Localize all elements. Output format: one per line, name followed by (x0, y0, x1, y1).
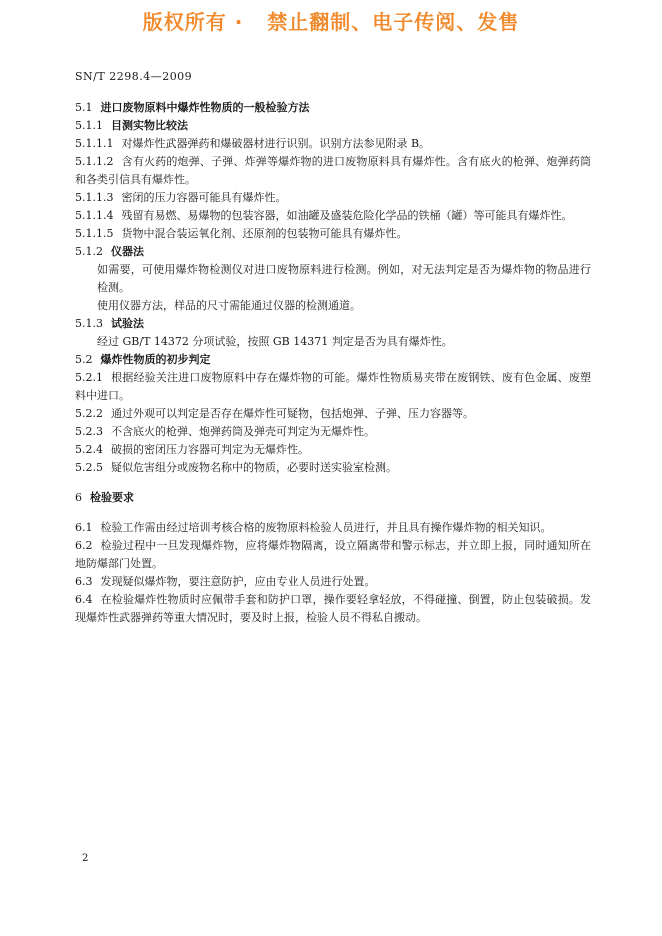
clause-number: 5.2.1 (75, 371, 103, 384)
section-paragraph (75, 369, 591, 405)
section-paragraph (75, 297, 591, 315)
clause-number: 5.2.5 (75, 461, 103, 474)
clause-text: 根据经验关注进口废物原料中存在爆炸物的可能。爆炸性物质易夹带在废钢铁、废有色金属、废塑料中进口。 (75, 371, 591, 402)
clause-number: 5.1 (75, 101, 93, 114)
section-paragraph (75, 573, 591, 591)
clause-text: 对爆炸性武器弹药和爆破器材进行识别。识别方法参见附录 B。 (121, 137, 431, 150)
copyright-watermark: 版权所有 · 禁止翻制、电子传阅、发售 (142, 10, 520, 34)
clause-number: 5.2.4 (75, 443, 103, 456)
section-paragraph (75, 441, 591, 459)
section-paragraph (75, 405, 591, 423)
section-paragraph (75, 459, 591, 477)
clause-text: 在检验爆炸性物质时应佩带手套和防护口罩，操作要轻拿轻放，不得碰撞、倒置，防止包装破损。发现爆炸性武器弹药等重大情况时，要及时上报，检验人员不得私自搬动。 (75, 593, 591, 624)
clause-number: 5.2.2 (75, 407, 103, 420)
clause-text: 残留有易燃、易爆物的包装容器，如油罐及盛装危险化学品的铁桶（罐）等可能具有爆炸性。 (121, 209, 573, 222)
clause-text: 目测实物比较法 (111, 119, 188, 132)
clause-number: 5.1.1.1 (75, 137, 114, 150)
section-paragraph (75, 189, 591, 207)
clause-number: 5.1.3 (75, 317, 103, 330)
clause-text: 检验要求 (90, 491, 134, 504)
clause-number: 6.3 (75, 575, 93, 588)
clause-number: 5.2 (75, 353, 93, 366)
clause-text: 进口废物原料中爆炸性物质的一般检验方法 (100, 101, 310, 114)
clause-number: 5.1.1.5 (75, 227, 114, 240)
clause-text: 疑似危害组分或废物名称中的物质，必要时送实验室检测。 (111, 461, 397, 474)
page-number: 2 (82, 853, 89, 864)
section-paragraph (75, 261, 591, 297)
section-spacer (75, 477, 591, 489)
section-paragraph (75, 225, 591, 243)
clause-text: 货物中混合装运氧化剂、还原剂的包装物可能具有爆炸性。 (121, 227, 408, 240)
clause-number: 6.4 (75, 593, 93, 606)
clause-number: 5.1.2 (75, 245, 103, 258)
section-paragraph (75, 591, 591, 627)
clause-text: 发现疑似爆炸物，要注意防护，应由专业人员进行处置。 (100, 575, 376, 588)
clause-number: 5.1.1.3 (75, 191, 114, 204)
clause-text: 仪器法 (111, 245, 144, 258)
clause-text: 检验过程中一旦发现爆炸物，应将爆炸物隔离，设立隔离带和警示标志，并立即上报，同时通知所在地防爆部门处置。 (75, 539, 591, 570)
clause-text: 通过外观可以判定是否存在爆炸性可疑物，包括炮弹、子弹、压力容器等。 (111, 407, 474, 420)
clause-text: 含有火药的炮弹、子弹、炸弹等爆炸物的进口废物原料具有爆炸性。含有底火的枪弹、炮弹药筒和各类引信具有爆炸性。 (75, 155, 591, 186)
section-heading (75, 99, 591, 117)
clause-number: 5.2.3 (75, 425, 103, 438)
clause-text: 如需要，可使用爆炸物检测仪对进口废物原料进行检测。例如，对无法判定是否为爆炸物的物品进行检测。 (97, 263, 591, 294)
clause-text: 不含底火的枪弹、炮弹药筒及弹壳可判定为无爆炸性。 (111, 425, 375, 438)
clause-number: 6.1 (75, 521, 93, 534)
section-heading (75, 117, 591, 135)
clause-number: 6 (75, 491, 82, 504)
section-paragraph (75, 135, 591, 153)
clause-text: 经过 GB/T 14372 分项试验，按照 GB 14371 判定是否为具有爆炸性。 (97, 335, 453, 348)
clause-text: 检验工作需由经过培训考核合格的废物原料检验人员进行，并且具有操作爆炸物的相关知识。 (100, 521, 552, 534)
clause-number: 6.2 (75, 539, 93, 552)
section-paragraph (75, 333, 591, 351)
section-heading (75, 315, 591, 333)
standard-number: SN/T 2298.4—2009 (75, 70, 193, 83)
clause-number: 5.1.1.2 (75, 155, 114, 168)
clause-number: 5.1.1 (75, 119, 103, 132)
section-heading (75, 489, 591, 507)
section-spacer (75, 507, 591, 519)
section-paragraph (75, 423, 591, 441)
section-heading (75, 351, 591, 369)
clause-text: 密闭的压力容器可能具有爆炸性。 (121, 191, 287, 204)
section-paragraph (75, 537, 591, 573)
clause-number: 5.1.1.4 (75, 209, 114, 222)
section-paragraph (75, 153, 591, 189)
clause-text: 爆炸性物质的初步判定 (100, 353, 211, 366)
section-paragraph (75, 519, 591, 537)
section-paragraph (75, 207, 591, 225)
clause-text: 使用仪器方法，样品的尺寸需能通过仪器的检测通道。 (97, 299, 361, 312)
document-body (75, 99, 591, 627)
section-heading (75, 243, 591, 261)
clause-text: 试验法 (111, 317, 144, 330)
clause-text: 破损的密闭压力容器可判定为无爆炸性。 (111, 443, 309, 456)
